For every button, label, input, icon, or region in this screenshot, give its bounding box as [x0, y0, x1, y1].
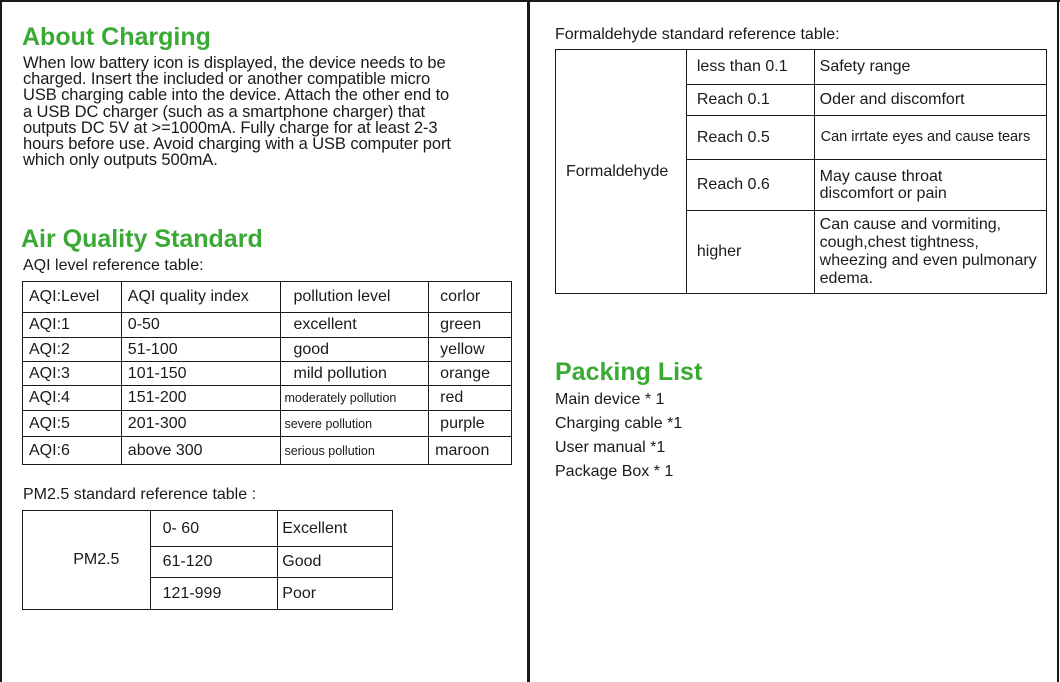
table-row: [556, 50, 1047, 85]
frame-top-border: [0, 0, 1060, 2]
formaldehyde-table-caption: Formaldehyde standard reference table:: [555, 26, 840, 43]
pm25-table-caption: PM2.5 standard reference table :: [23, 486, 257, 503]
table-cell: above 300: [121, 437, 281, 465]
packing-list-heading: Packing List: [555, 358, 703, 386]
about-charging-heading: About Charging: [22, 23, 211, 51]
table-cell: AQI:4: [23, 386, 122, 411]
about-line: outputs DC 5V at >=1000mA. Fully charge for at least 2-3: [23, 118, 438, 137]
table-cell: 121-999: [150, 578, 278, 610]
table-header-cell: pollution level: [281, 282, 429, 313]
table-header-cell: AQI:Level: [23, 282, 122, 313]
table-header-row: [23, 282, 512, 313]
table-cell: Reach 0.6: [686, 160, 814, 211]
table-header-cell: AQI quality index: [121, 282, 281, 313]
table-cell: moderately pollution: [281, 386, 429, 411]
table-row: [23, 437, 512, 465]
table-cell: Safety range: [814, 50, 1046, 85]
table-cell: green: [429, 313, 512, 338]
formaldehyde-table: [555, 49, 1047, 294]
table-cell: purple: [429, 411, 512, 437]
table-cell: AQI:5: [23, 411, 122, 437]
list-item: User manual *1: [555, 439, 666, 456]
table-cell: good: [281, 338, 429, 362]
about-line: charged. Insert the included or another compatible micro: [23, 70, 431, 89]
formaldehyde-label-cell: Formaldehyde: [556, 50, 687, 294]
pm25-table: [22, 510, 393, 610]
list-item: Main device * 1: [555, 391, 665, 408]
table-cell: 0- 60: [150, 511, 278, 547]
air-quality-heading: Air Quality Standard: [21, 225, 263, 253]
table-cell: serious pollution: [281, 437, 429, 465]
table-cell: severe pollution: [281, 411, 429, 437]
table-cell: AQI:6: [23, 437, 122, 465]
table-cell: maroon: [429, 437, 512, 465]
list-item: Charging cable *1: [555, 415, 683, 432]
about-charging-paragraph: [23, 55, 523, 168]
table-cell: excellent: [281, 313, 429, 338]
table-cell: 101-150: [121, 362, 281, 386]
packing-list: [555, 388, 682, 484]
frame-left-border: [0, 0, 2, 682]
aqi-table: [22, 281, 512, 465]
table-cell: orange: [429, 362, 512, 386]
table-cell: Excellent: [278, 511, 393, 547]
table-cell: AQI:2: [23, 338, 122, 362]
table-cell: red: [429, 386, 512, 411]
aqi-table-caption: AQI level reference table:: [23, 257, 204, 274]
about-line: USB charging cable into the device. Attach the other end to: [23, 86, 450, 105]
table-cell: 61-120: [150, 547, 278, 578]
table-cell: less than 0.1: [686, 50, 814, 85]
table-cell: Can cause and vormiting, cough,chest tightness, wheezing and even pulmonary edema.: [814, 211, 1046, 294]
table-cell: mild pollution: [281, 362, 429, 386]
table-cell: May cause throat discomfort or pain: [814, 160, 1046, 211]
table-cell: Poor: [278, 578, 393, 610]
table-cell: Good: [278, 547, 393, 578]
about-line: a USB DC charger (such as a smartphone charger) that: [23, 102, 425, 121]
table-cell: Reach 0.1: [686, 85, 814, 116]
table-header-cell: corlor: [429, 282, 512, 313]
page-divider: [527, 0, 530, 682]
table-row: [23, 386, 512, 411]
table-cell: Oder and discomfort: [814, 85, 1046, 116]
table-cell: higher: [686, 211, 814, 294]
table-cell: Reach 0.5: [686, 116, 814, 160]
pm25-label-cell: PM2.5: [23, 511, 151, 610]
about-line: which only outputs 500mA.: [23, 151, 218, 170]
table-cell: 151-200: [121, 386, 281, 411]
table-row: [23, 411, 512, 437]
table-cell: AQI:3: [23, 362, 122, 386]
table-cell: yellow: [429, 338, 512, 362]
table-row: [23, 338, 512, 362]
about-line: hours before use. Avoid charging with a USB computer port: [23, 135, 451, 154]
about-line: When low battery icon is displayed, the device needs to be: [23, 54, 446, 72]
frame-right-border: [1057, 0, 1059, 682]
table-row: [23, 362, 512, 386]
table-cell: 51-100: [121, 338, 281, 362]
table-row: [23, 313, 512, 338]
table-cell: Can irrtate eyes and cause tears: [814, 116, 1046, 160]
list-item: Package Box * 1: [555, 463, 674, 480]
table-cell: AQI:1: [23, 313, 122, 338]
table-cell: 201-300: [121, 411, 281, 437]
table-row: [23, 511, 393, 547]
table-cell: 0-50: [121, 313, 281, 338]
